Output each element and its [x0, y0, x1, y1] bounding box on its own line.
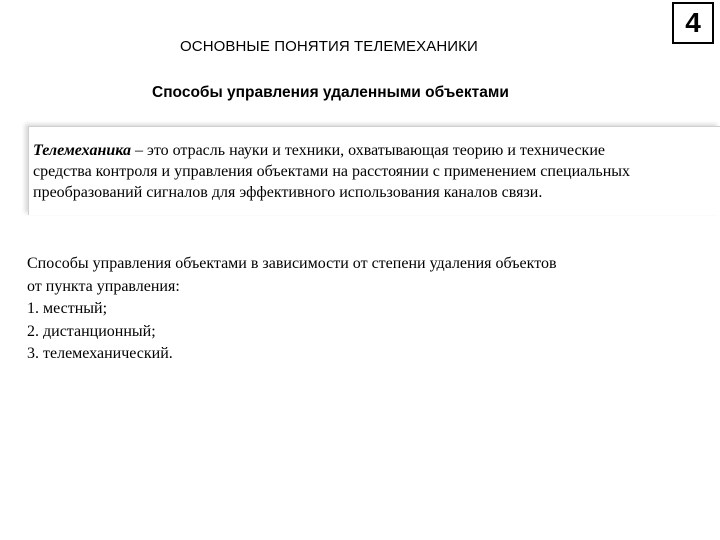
definition-line-3: преобразований сигналов для эффективного использования каналов связи.	[33, 184, 543, 201]
definition-paragraph	[33, 140, 717, 203]
definition-term: Телемеханика	[33, 142, 131, 159]
page-title: ОСНОВНЫЕ ПОНЯТИЯ ТЕЛЕМЕХАНИКИ	[180, 38, 478, 55]
page-number-badge: 4	[672, 2, 714, 44]
methods-intro-line-1: Способы управления объектами в зависимости от степени удаления объектов	[27, 255, 557, 272]
section-subtitle: Способы управления удаленными объектами	[152, 84, 509, 101]
definition-line-2: средства контроля и управления объектами на расстоянии с применением специальных	[33, 163, 630, 180]
methods-list-item: 1. местный;	[27, 300, 108, 317]
definition-line-1	[33, 140, 717, 161]
methods-section	[27, 253, 557, 366]
definition-line-1-text: – это отрасль науки и техники, охватывающая теорию и технические	[130, 142, 605, 159]
methods-list-item: 2. дистанционный;	[27, 322, 156, 340]
methods-list-item: 3. телемеханический.	[27, 345, 173, 362]
methods-intro-line-2: от пункта управления:	[27, 277, 180, 295]
